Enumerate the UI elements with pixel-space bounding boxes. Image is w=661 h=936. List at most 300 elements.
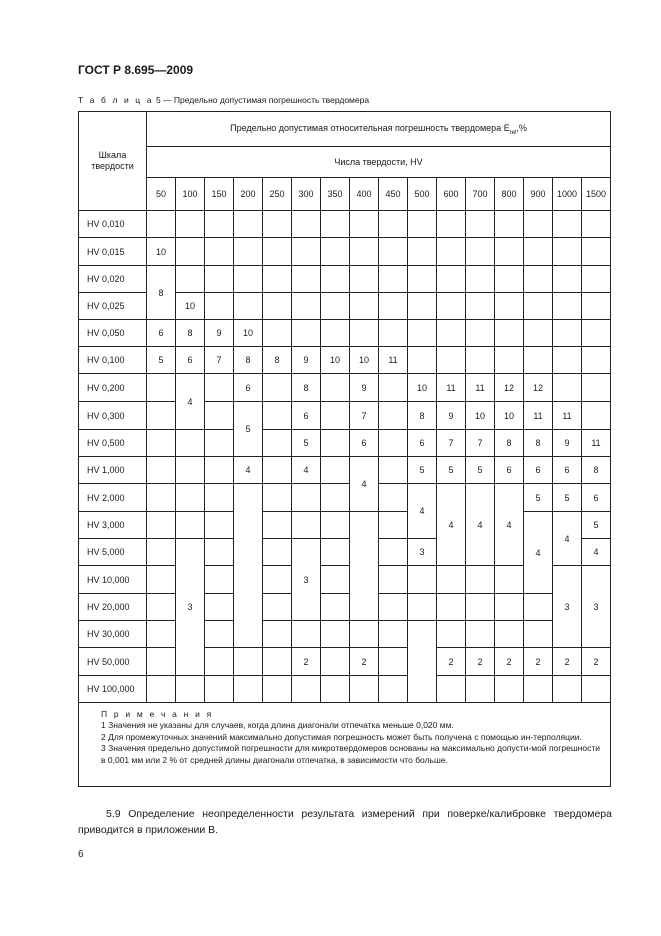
- table-cell: [582, 211, 611, 238]
- note-1: 1 Значения не указаны для случаев, когда длина диагонали отпечатка меньше 0,020 мм.: [101, 720, 454, 731]
- table-cell: 4: [292, 457, 321, 484]
- table-cell: [437, 566, 466, 594]
- table-cell: [205, 457, 234, 484]
- caption-number: 5: [155, 95, 161, 105]
- table-cell: 3: [176, 539, 205, 676]
- table-cell: [553, 374, 582, 402]
- table-cell: [582, 238, 611, 266]
- table-cell: [205, 430, 234, 457]
- table-cell: [292, 621, 321, 648]
- table-cell: 4: [234, 457, 263, 484]
- table-cell: 8: [524, 430, 553, 457]
- table-cell: [379, 238, 408, 266]
- table-cell: [350, 266, 379, 293]
- table-cell: 10: [147, 238, 176, 266]
- table-cell: [437, 320, 466, 347]
- table-cell: [292, 293, 321, 320]
- table-cell: 6: [408, 430, 437, 457]
- table-cell: [466, 266, 495, 293]
- column-header-15: 1500: [582, 178, 611, 211]
- note-2: 2 Для промежуточных значений максимально допустимая погрешность может быть получена с помощью ин-терполяции.: [101, 731, 582, 742]
- table-cell: 4: [176, 374, 205, 430]
- table-cell: 5: [524, 484, 553, 512]
- table-cell: 6: [553, 457, 582, 484]
- table-cell: 2: [582, 648, 611, 676]
- table-cell: [582, 402, 611, 430]
- column-header-3: 200: [234, 178, 263, 211]
- table-cell: [205, 566, 234, 594]
- table-cell: [147, 676, 176, 703]
- table-cell: 5: [582, 512, 611, 539]
- row-label: HV 0,050: [79, 320, 147, 347]
- page-number: 6: [78, 849, 84, 860]
- table-cell: [321, 374, 350, 402]
- table-cell: [495, 676, 524, 703]
- row-label: HV 20,000: [79, 594, 147, 621]
- table-cell: [292, 266, 321, 293]
- paragraph-5-9: 5.9 Определение неопределенности результата измерений при поверке/калибровке твердомера приводится в приложении В.: [78, 808, 612, 836]
- column-header-11: 700: [466, 178, 495, 211]
- table-cell: [408, 293, 437, 320]
- table-cell: [205, 648, 234, 676]
- table-cell: 5: [147, 347, 176, 374]
- table-cell: [263, 266, 292, 293]
- table-cell: [350, 293, 379, 320]
- row-label: HV 0,200: [79, 374, 147, 402]
- table-row: [79, 238, 611, 266]
- table-cell: [263, 512, 292, 539]
- table-row: [79, 430, 611, 457]
- column-header-14: 1000: [553, 178, 582, 211]
- table-cell: [524, 266, 553, 293]
- table-cell: 2: [350, 648, 379, 676]
- table-cell: [466, 211, 495, 238]
- table-cell: [379, 484, 408, 512]
- scale-header: Шкала твердости: [79, 112, 147, 211]
- table-cell: [408, 566, 437, 594]
- table-cell: [466, 320, 495, 347]
- table-cell: 11: [379, 347, 408, 374]
- table-cell: [147, 594, 176, 621]
- table-cell: [205, 484, 234, 512]
- table-cell: 6: [292, 402, 321, 430]
- table-row: [79, 347, 611, 374]
- table-cell: 8: [263, 347, 292, 374]
- table-cell: [147, 402, 176, 430]
- table-cell: [147, 211, 176, 238]
- table-cell: [350, 211, 379, 238]
- table-cell: [263, 648, 292, 676]
- table-cell: 4: [350, 457, 379, 512]
- row-label: HV 1,000: [79, 457, 147, 484]
- table-cell: [466, 293, 495, 320]
- table-cell: 6: [176, 347, 205, 374]
- hardness-header: Числа твердости, HV: [147, 147, 611, 178]
- table-cell: [524, 211, 553, 238]
- row-label: HV 30,000: [79, 621, 147, 648]
- table-cell: [147, 621, 176, 648]
- table-cell: [263, 293, 292, 320]
- table-cell: [205, 676, 234, 703]
- table-cell: 6: [234, 374, 263, 402]
- table-cell: 5: [553, 484, 582, 512]
- table-cell: 3: [553, 566, 582, 648]
- table-cell: 12: [524, 374, 553, 402]
- table-cell: [553, 347, 582, 374]
- table-cell: [495, 347, 524, 374]
- table-cell: [321, 430, 350, 457]
- table-row: [79, 211, 611, 238]
- row-label: HV 2,000: [79, 484, 147, 512]
- table-cell: [582, 347, 611, 374]
- table-cell: 2: [292, 648, 321, 676]
- table-cell: [292, 211, 321, 238]
- column-header-1: 100: [176, 178, 205, 211]
- table-cell: [234, 293, 263, 320]
- table-cell: [147, 648, 176, 676]
- row-label: HV 50,000: [79, 648, 147, 676]
- table-cell: [321, 648, 350, 676]
- table-cell: 8: [495, 430, 524, 457]
- table-cell: [147, 512, 176, 539]
- table-cell: [321, 539, 350, 566]
- table-cell: 10: [466, 402, 495, 430]
- column-header-8: 450: [379, 178, 408, 211]
- table-cell: [524, 320, 553, 347]
- table-cell: [350, 676, 379, 703]
- table-cell: [205, 211, 234, 238]
- table-cell: [437, 211, 466, 238]
- table-cell: 6: [147, 320, 176, 347]
- table-cell: [437, 594, 466, 621]
- table-cell: [263, 594, 292, 621]
- table-cell: [234, 266, 263, 293]
- table-cell: [205, 374, 234, 402]
- table-cell: [292, 676, 321, 703]
- table-cell: [466, 676, 495, 703]
- table-cell: [147, 566, 176, 594]
- table-cell: [408, 621, 437, 703]
- table-cell: [176, 238, 205, 266]
- table-cell: [495, 238, 524, 266]
- table-cell: [524, 347, 553, 374]
- table-cell: [437, 238, 466, 266]
- column-header-7: 400: [350, 178, 379, 211]
- table-cell: 5: [437, 457, 466, 484]
- table-cell: 2: [524, 648, 553, 676]
- table-cell: [263, 374, 292, 402]
- table-cell: [147, 430, 176, 457]
- table-cell: [263, 676, 292, 703]
- table-cell: [292, 512, 321, 539]
- table-row: [79, 676, 611, 703]
- table-cell: [205, 621, 234, 648]
- table-cell: 6: [495, 457, 524, 484]
- table-cell: [553, 676, 582, 703]
- table-cell: 2: [495, 648, 524, 676]
- table-cell: [321, 566, 350, 594]
- table-cell: [350, 320, 379, 347]
- table-cell: [437, 347, 466, 374]
- table-cell: [147, 457, 176, 484]
- table-cell: [437, 676, 466, 703]
- table-cell: 10: [408, 374, 437, 402]
- table-cell: [176, 512, 205, 539]
- table-cell: [321, 676, 350, 703]
- table-cell: [408, 238, 437, 266]
- table-cell: [350, 238, 379, 266]
- table-cell: 7: [466, 430, 495, 457]
- table-cell: [321, 621, 350, 648]
- table-row: [79, 320, 611, 347]
- table-cell: [495, 211, 524, 238]
- table-cell: [379, 320, 408, 347]
- table-cell: 9: [350, 374, 379, 402]
- table-cell: 11: [582, 430, 611, 457]
- table-cell: [582, 266, 611, 293]
- table-cell: 4: [582, 539, 611, 566]
- table-cell: 11: [553, 402, 582, 430]
- caption-text: — Предельно допустимая погрешность твердомера: [163, 95, 370, 105]
- column-header-10: 600: [437, 178, 466, 211]
- table-cell: [292, 238, 321, 266]
- table-cell: [437, 293, 466, 320]
- table-cell: [321, 293, 350, 320]
- table-cell: 3: [582, 566, 611, 648]
- table-cell: [495, 566, 524, 594]
- table-cell: [263, 238, 292, 266]
- table-cell: [321, 238, 350, 266]
- table-cell: 5: [408, 457, 437, 484]
- table-cell: [205, 402, 234, 430]
- table-cell: 2: [553, 648, 582, 676]
- table-cell: [495, 266, 524, 293]
- notes-row: [79, 703, 611, 787]
- table-cell: [582, 374, 611, 402]
- table-cell: [379, 430, 408, 457]
- table-cell: [321, 320, 350, 347]
- table-cell: 10: [350, 347, 379, 374]
- table-cell: [234, 648, 263, 676]
- column-header-6: 350: [321, 178, 350, 211]
- table-cell: [205, 512, 234, 539]
- table-cell: [408, 211, 437, 238]
- table-cell: 4: [553, 512, 582, 566]
- table-cell: [524, 676, 553, 703]
- table-cell: [553, 320, 582, 347]
- table-cell: [582, 676, 611, 703]
- table-cell: [176, 211, 205, 238]
- table-cell: 6: [582, 484, 611, 512]
- table-cell: [234, 484, 263, 648]
- row-label: HV 5,000: [79, 539, 147, 566]
- column-header-9: 500: [408, 178, 437, 211]
- table-cell: [321, 484, 350, 512]
- table-cell: [437, 621, 466, 648]
- row-label: HV 0,100: [79, 347, 147, 374]
- table-cell: [379, 293, 408, 320]
- table-cell: [582, 293, 611, 320]
- table-cell: [379, 594, 408, 621]
- table-cell: [437, 266, 466, 293]
- table-cell: [379, 539, 408, 566]
- column-header-5: 300: [292, 178, 321, 211]
- row-label: HV 10,000: [79, 566, 147, 594]
- table-cell: 10: [234, 320, 263, 347]
- error-table: [78, 111, 611, 787]
- table-cell: [466, 566, 495, 594]
- table-cell: [292, 484, 321, 512]
- table-cell: [524, 293, 553, 320]
- table-cell: [205, 238, 234, 266]
- table-cell: 3: [408, 539, 437, 566]
- table-cell: [408, 266, 437, 293]
- table-cell: 9: [553, 430, 582, 457]
- table-cell: [350, 512, 379, 621]
- table-cell: [553, 238, 582, 266]
- table-cell: 7: [350, 402, 379, 430]
- document-header: ГОСТ Р 8.695—2009: [78, 63, 194, 77]
- table-cell: 8: [292, 374, 321, 402]
- table-cell: [553, 266, 582, 293]
- table-cell: [263, 402, 292, 430]
- table-row: [79, 512, 611, 539]
- row-label: HV 3,000: [79, 512, 147, 539]
- table-cell: [582, 320, 611, 347]
- table-cell: [466, 347, 495, 374]
- table-cell: [379, 676, 408, 703]
- table-cell: [350, 621, 379, 648]
- table-cell: 4: [466, 484, 495, 566]
- table-cell: 11: [466, 374, 495, 402]
- table-cell: [553, 211, 582, 238]
- table-cell: 4: [495, 484, 524, 566]
- table-cell: 4: [408, 484, 437, 539]
- table-cell: [408, 320, 437, 347]
- table-cell: 10: [495, 402, 524, 430]
- table-cell: [379, 512, 408, 539]
- table-cell: [466, 238, 495, 266]
- table-cell: 5: [466, 457, 495, 484]
- table-cell: [553, 293, 582, 320]
- table-cell: [321, 512, 350, 539]
- table-cell: [466, 594, 495, 621]
- table-cell: [408, 594, 437, 621]
- table-row: [79, 621, 611, 648]
- row-label: HV 0,020: [79, 266, 147, 293]
- table-cell: 11: [524, 402, 553, 430]
- table-cell: [379, 211, 408, 238]
- table-cell: 2: [466, 648, 495, 676]
- table-row: [79, 594, 611, 621]
- table-cell: 2: [437, 648, 466, 676]
- table-cell: [205, 293, 234, 320]
- table-row: [79, 266, 611, 293]
- notes-title: П р и м е ч а н и я: [101, 709, 214, 719]
- table-cell: 7: [205, 347, 234, 374]
- table-cell: [379, 402, 408, 430]
- table-cell: 11: [437, 374, 466, 402]
- table-cell: [147, 484, 176, 512]
- table-cell: 9: [292, 347, 321, 374]
- table-cell: [495, 594, 524, 621]
- table-row: [79, 457, 611, 484]
- main-header-sub: rel: [509, 129, 517, 136]
- column-header-12: 800: [495, 178, 524, 211]
- table-cell: 9: [437, 402, 466, 430]
- table-cell: [524, 621, 553, 648]
- table-row: [79, 484, 611, 512]
- table-cell: 8: [176, 320, 205, 347]
- table-cell: [176, 484, 205, 512]
- table-cell: 10: [176, 293, 205, 320]
- main-header-suffix: ,%: [516, 122, 527, 133]
- table-cell: [234, 238, 263, 266]
- row-label: HV 0,500: [79, 430, 147, 457]
- table-cell: 6: [524, 457, 553, 484]
- table-cell: [524, 238, 553, 266]
- note-3: 3 Значения предельно допустимой погрешности для микротвердомеров основаны на максимально допусти-мой погрешности в 0,001 мм или 2 % от средней длины диагонали отпечатка, в зависимости что больше.: [101, 743, 600, 765]
- table-cell: [379, 648, 408, 676]
- table-row: [79, 374, 611, 402]
- table-cell: 3: [292, 539, 321, 621]
- table-cell: [321, 266, 350, 293]
- table-cell: 8: [582, 457, 611, 484]
- table-cell: [263, 539, 292, 566]
- table-row: [79, 648, 611, 676]
- row-label: HV 0,300: [79, 402, 147, 430]
- table-cell: [379, 566, 408, 594]
- table-cell: [321, 211, 350, 238]
- table-cell: [379, 621, 408, 648]
- table-cell: [263, 566, 292, 594]
- table-row: [79, 402, 611, 430]
- column-header-2: 150: [205, 178, 234, 211]
- table-cell: [263, 211, 292, 238]
- table-cell: [234, 211, 263, 238]
- table-cell: [263, 320, 292, 347]
- row-label: HV 0,010: [79, 211, 147, 238]
- table-cell: [176, 676, 205, 703]
- table-cell: 5: [292, 430, 321, 457]
- table-cell: [321, 594, 350, 621]
- table-cell: [205, 266, 234, 293]
- table-cell: [147, 374, 176, 402]
- table-cell: 8: [147, 266, 176, 320]
- table-cell: 8: [234, 347, 263, 374]
- table-cell: 10: [321, 347, 350, 374]
- table-cell: [263, 621, 292, 648]
- table-cell: 12: [495, 374, 524, 402]
- table-cell: [379, 266, 408, 293]
- table-cell: [234, 676, 263, 703]
- row-label: HV 0,015: [79, 238, 147, 266]
- table-cell: 7: [437, 430, 466, 457]
- table-cell: 8: [408, 402, 437, 430]
- table-cell: [524, 594, 553, 621]
- table-cell: [466, 621, 495, 648]
- main-header-text: Предельно допустимая относительная погрешность твердомера E: [230, 122, 510, 133]
- table-cell: [408, 347, 437, 374]
- table-cell: 5: [234, 402, 263, 457]
- table-cell: [292, 320, 321, 347]
- table-cell: [321, 457, 350, 484]
- table-cell: [379, 374, 408, 402]
- table-cell: [176, 430, 205, 457]
- table-cell: [495, 621, 524, 648]
- table-cell: [176, 266, 205, 293]
- table-cell: [205, 594, 234, 621]
